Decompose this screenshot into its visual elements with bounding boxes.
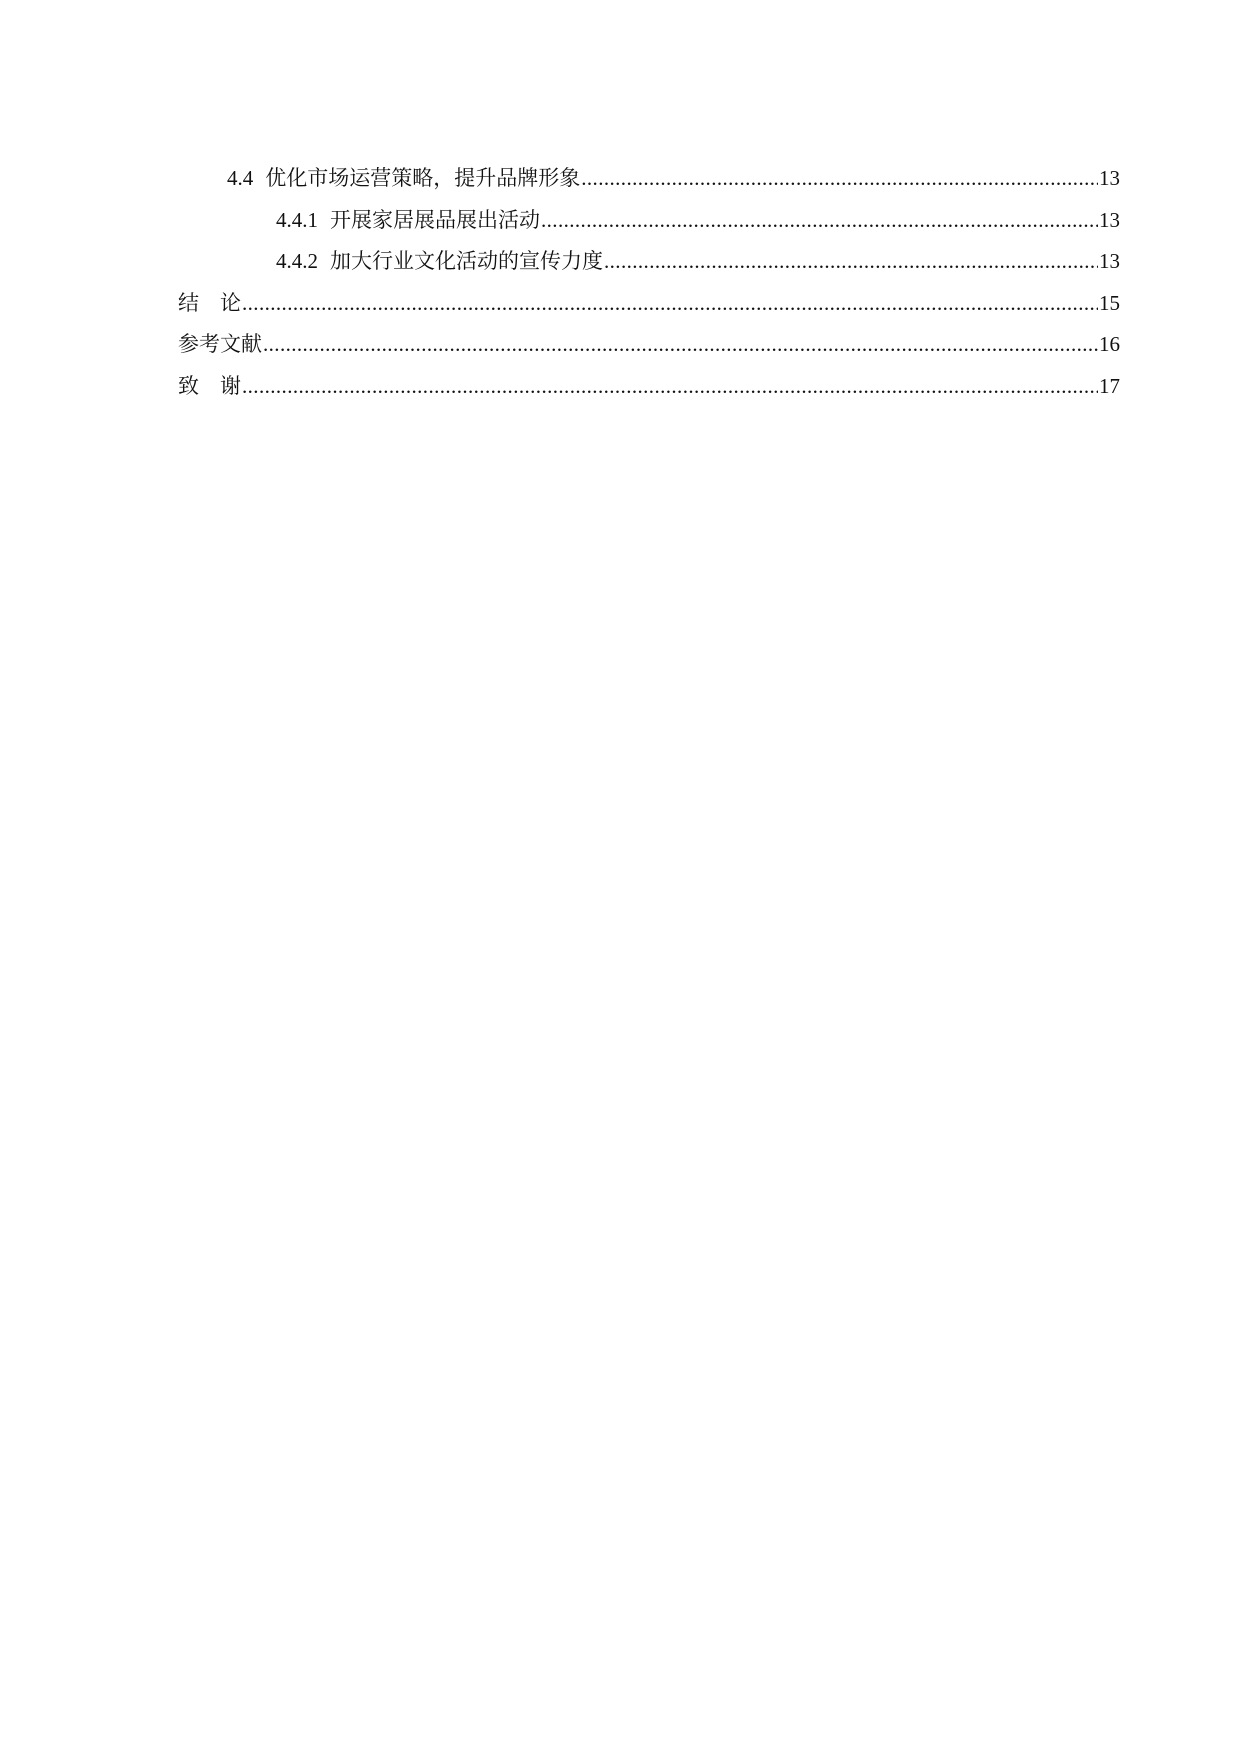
toc-entry-number: 4.4.2	[276, 249, 318, 274]
dot-leader	[263, 324, 1098, 366]
toc-entry-title: 优化市场运营策略，提升品牌形象	[265, 166, 581, 190]
dot-leader	[541, 200, 1098, 242]
table-of-contents	[178, 158, 1120, 408]
toc-entry-number: 4.4.1	[276, 207, 318, 232]
toc-entry[interactable]	[178, 324, 1120, 366]
toc-entry[interactable]	[178, 366, 1120, 408]
toc-entry[interactable]	[178, 158, 1120, 200]
dot-leader	[604, 241, 1098, 283]
dot-leader	[242, 366, 1098, 408]
toc-entry-title: 结 论	[178, 290, 241, 315]
dot-leader	[581, 158, 1098, 200]
toc-entry[interactable]	[178, 283, 1120, 325]
toc-entry-title: 致 谢	[178, 373, 241, 398]
toc-entry-title: 参考文献	[178, 332, 262, 357]
toc-entry-page: 17	[1099, 373, 1120, 398]
toc-entry-page: 13	[1099, 207, 1120, 232]
toc-entry[interactable]	[178, 241, 1120, 283]
toc-entry-page: 15	[1099, 290, 1120, 315]
toc-entry[interactable]	[178, 200, 1120, 242]
toc-entry-page: 13	[1099, 249, 1120, 274]
toc-entry-title: 加大行业文化活动的宣传力度	[330, 249, 603, 274]
dot-leader	[242, 283, 1098, 325]
toc-entry-page: 13	[1099, 166, 1120, 190]
toc-entry-number: 4.4	[227, 166, 254, 190]
toc-entry-title: 开展家居展品展出活动	[330, 207, 540, 232]
toc-entry-page: 16	[1099, 332, 1120, 357]
